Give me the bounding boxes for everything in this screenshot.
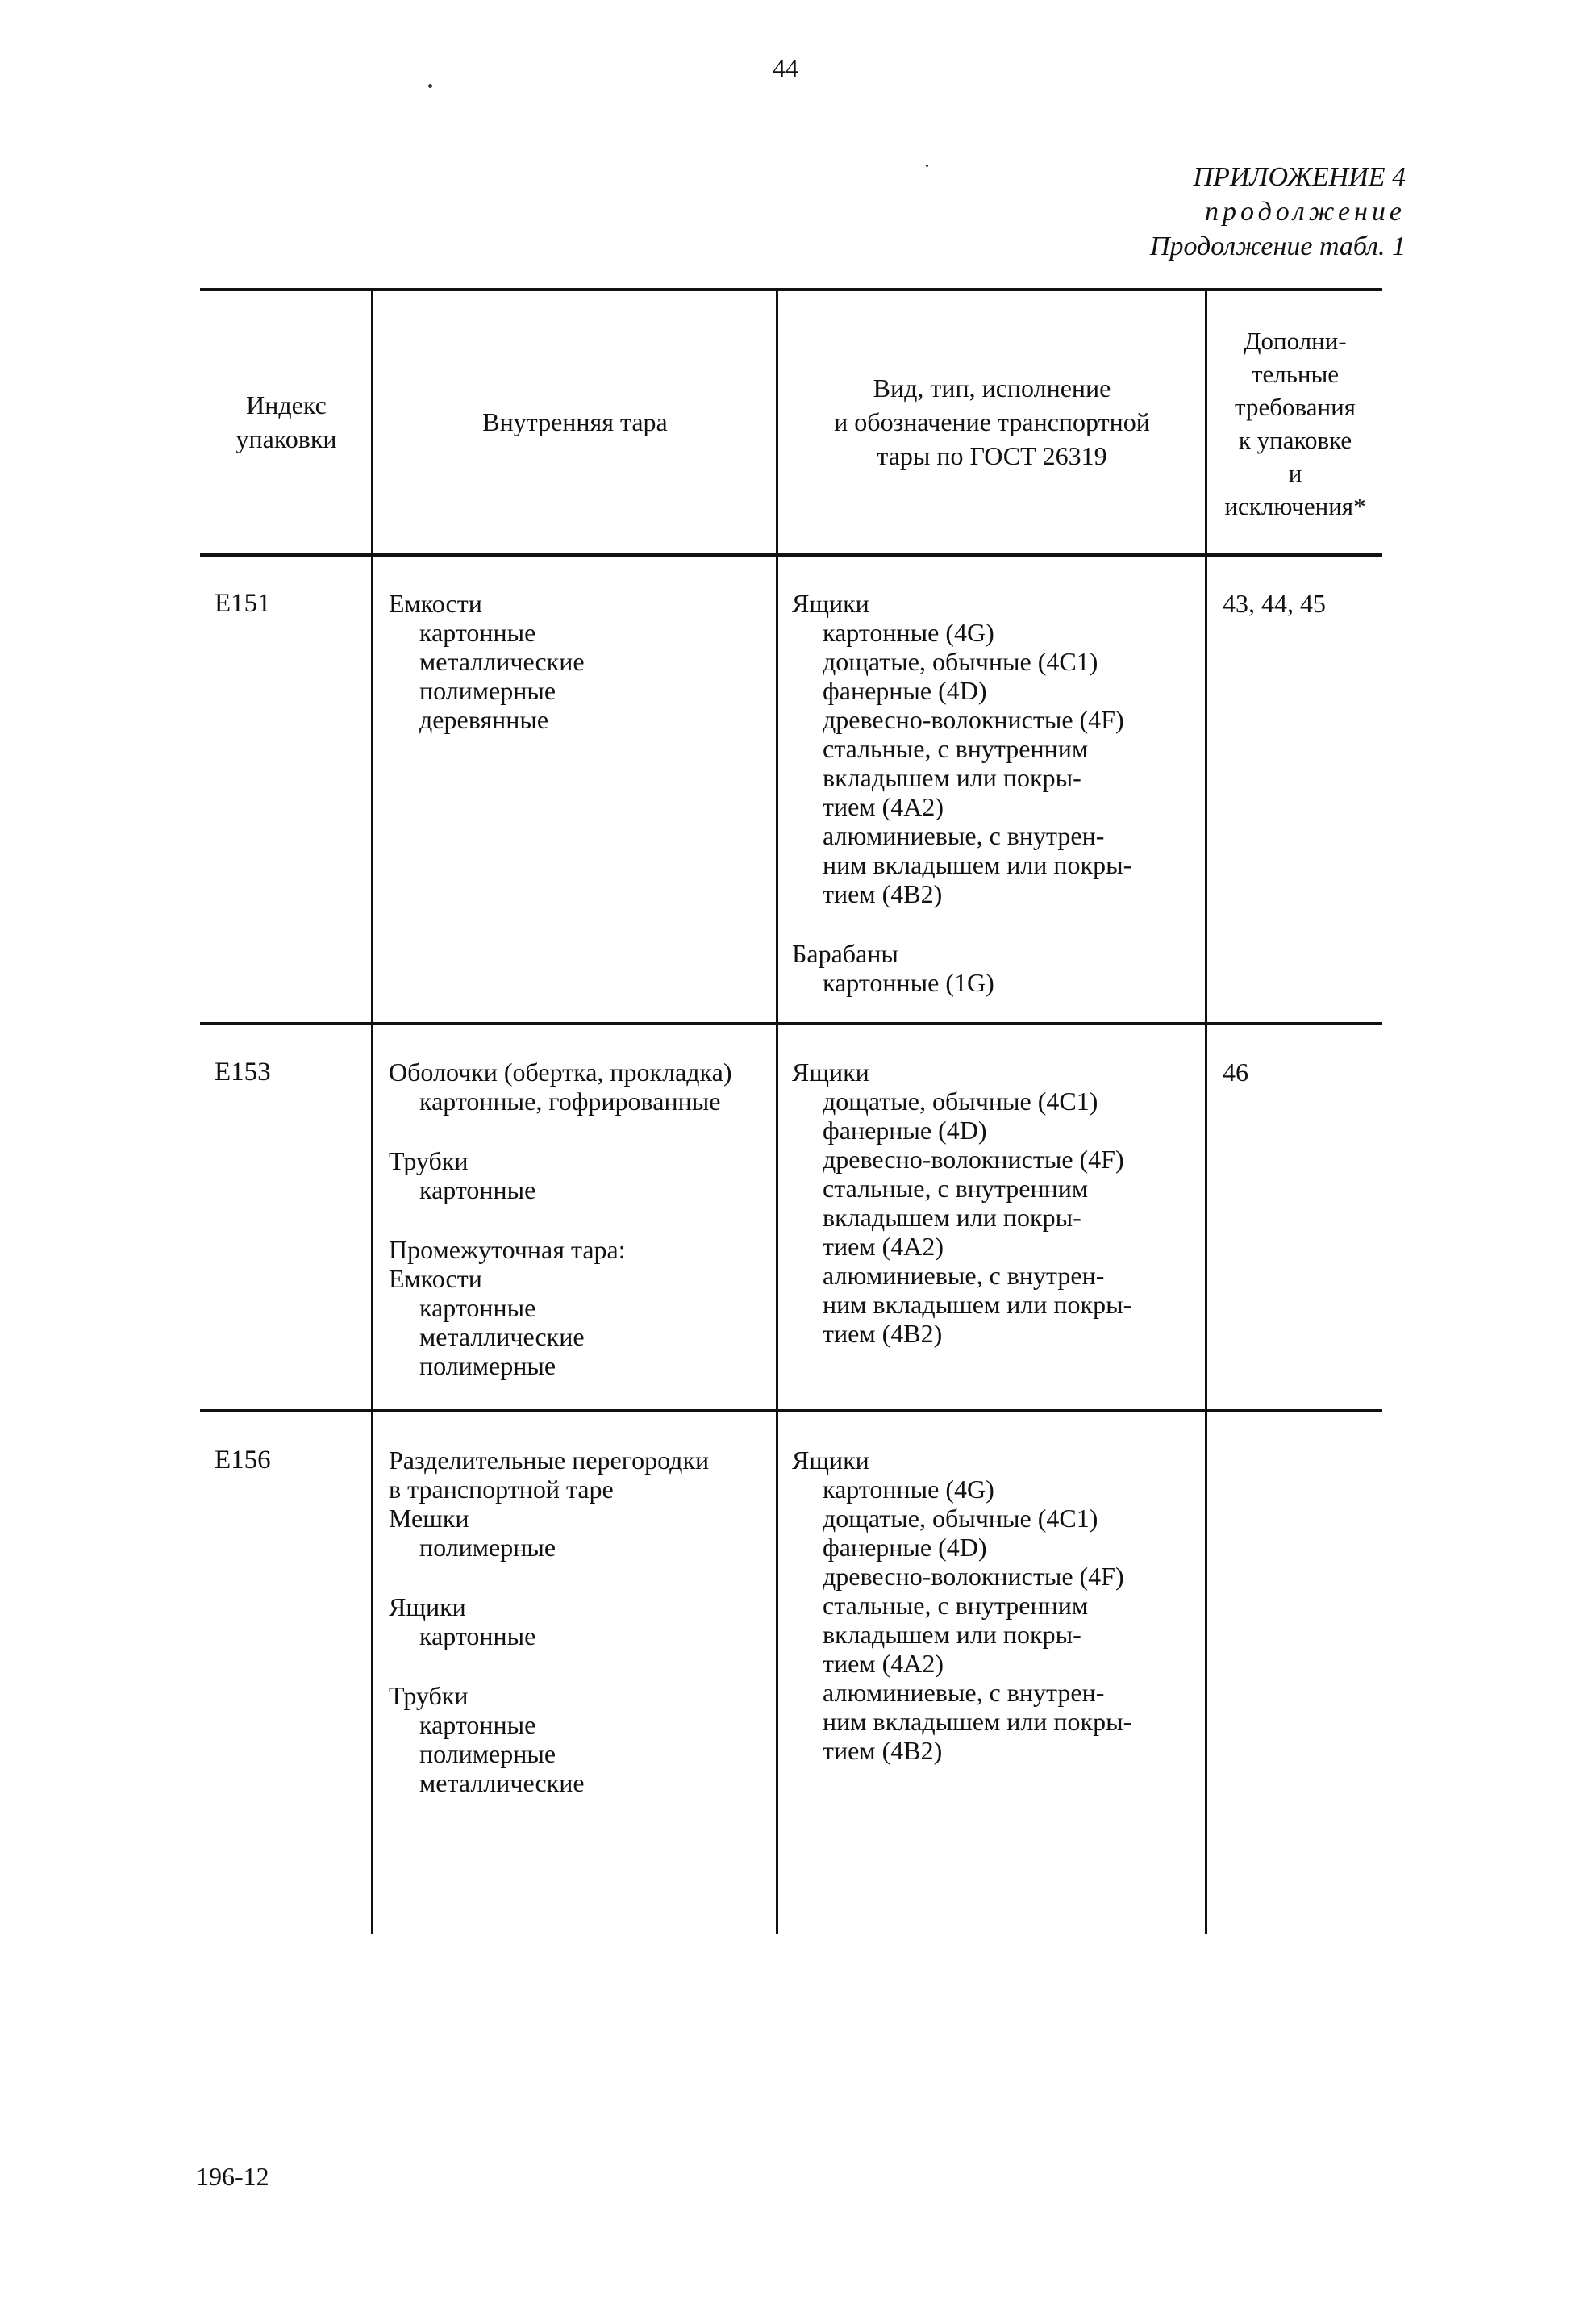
item-line: Ящики (792, 1446, 869, 1475)
appendix-continuation: продолжение (1205, 197, 1406, 227)
line-gap (389, 1116, 731, 1146)
line-gap (792, 908, 1131, 939)
item-line: Трубки (389, 1681, 469, 1710)
sub-item-line: ним вкладышем или покры- (823, 1707, 1132, 1736)
sub-item-line: фанерные (4D) (823, 1116, 987, 1145)
header-text-line: исключения* (1224, 492, 1366, 520)
sub-item-line: фанерные (4D) (823, 676, 987, 705)
additional-requirements-cell: 43, 44, 45 (1223, 589, 1326, 618)
appendix-heading (1150, 160, 1406, 264)
sub-item-line: древесно-волокнистые (4F) (823, 1145, 1124, 1174)
document-code: 196-12 (196, 2162, 269, 2191)
sub-item-line: картонные (419, 1175, 536, 1204)
sub-item-line: картонные (4G) (823, 618, 994, 647)
header-text-line: Дополни- (1244, 327, 1347, 355)
sub-item-line: полимерные (419, 1533, 556, 1562)
header-text-line: к упаковке (1238, 426, 1352, 454)
item-line: Ящики (792, 1058, 869, 1087)
header-transport-packaging (779, 292, 1205, 552)
item-line: Барабаны (792, 939, 898, 968)
sub-item-line: полимерные (419, 1739, 556, 1768)
sub-item-line: алюминиевые, с внутрен- (823, 821, 1105, 850)
sub-item-line: металлические (419, 1322, 585, 1351)
header-additional-requirements (1208, 300, 1382, 547)
column-divider (1205, 289, 1207, 1934)
sub-item-line: картонные (4G) (823, 1475, 994, 1504)
column-divider (776, 289, 778, 1934)
sub-item-line: дощатые, обычные (4С1) (823, 1087, 1098, 1116)
sub-item-line: алюминиевые, с внутрен- (823, 1678, 1105, 1707)
header-text-line: тары по ГОСТ 26319 (877, 441, 1107, 470)
sub-item-line: металлические (419, 1768, 585, 1797)
sub-item-line: стальные, с внутренним (823, 734, 1089, 763)
item-line: Трубки (389, 1146, 469, 1175)
sub-item-line: полимерные (419, 1351, 556, 1380)
sub-item-line: тием (4В2) (823, 1736, 943, 1765)
sub-item-line: ним вкладышем или покры- (823, 850, 1132, 879)
sub-item-line: полимерные (419, 676, 556, 705)
sub-item-line: деревянные (419, 705, 549, 734)
line-gap (389, 1650, 709, 1681)
appendix-title: ПРИЛОЖЕНИЕ 4 (1193, 162, 1406, 192)
header-index (202, 292, 371, 552)
sub-item-line: вкладышем или покры- (823, 1620, 1081, 1649)
sub-item-line: стальные, с внутренним (823, 1174, 1089, 1203)
transport-packaging-cell (792, 1446, 1131, 1765)
item-line: Оболочки (обертка, прокладка) (389, 1058, 732, 1087)
header-text-line: Внутренняя тара (482, 407, 668, 436)
item-line: Ящики (389, 1592, 466, 1621)
scan-speck (926, 165, 928, 167)
sub-item-line: картонные (419, 1293, 536, 1322)
sub-item-line: картонные, гофрированные (419, 1087, 721, 1116)
inner-packaging-cell (389, 1446, 709, 1797)
item-line: Емкости (389, 589, 482, 618)
header-text-line: Вид, тип, исполнение (873, 373, 1111, 403)
line-gap (389, 1204, 731, 1235)
header-text-line: упаковки (235, 424, 337, 453)
scan-speck (428, 84, 432, 88)
table-continuation: Продолжение табл. 1 (1149, 232, 1406, 261)
sub-item-line: тием (4В2) (823, 1319, 943, 1348)
sub-item-line: картонные (1G) (823, 968, 994, 997)
item-line: в транспортной таре (389, 1475, 614, 1504)
additional-requirements-cell: 46 (1223, 1058, 1248, 1087)
sub-item-line: тием (4В2) (823, 879, 943, 908)
item-line: Емкости (389, 1264, 482, 1293)
header-text-line: Индекс (246, 390, 327, 419)
packaging-index: Е156 (215, 1446, 271, 1475)
sub-item-line: картонные (419, 1621, 536, 1650)
sub-item-line: металлические (419, 647, 585, 676)
sub-item-line: вкладышем или покры- (823, 763, 1081, 792)
item-line: Мешки (389, 1504, 469, 1533)
sub-item-line: ним вкладышем или покры- (823, 1290, 1132, 1319)
packaging-index: Е151 (215, 589, 271, 618)
page-number: 44 (773, 53, 798, 82)
header-inner-packaging (374, 292, 776, 552)
transport-packaging-cell (792, 1058, 1131, 1348)
header-text-line: требования (1235, 393, 1356, 421)
packaging-index: Е153 (215, 1058, 271, 1087)
item-line: Ящики (792, 589, 869, 618)
sub-item-line: картонные (419, 618, 536, 647)
sub-item-line: дощатые, обычные (4С1) (823, 1504, 1098, 1533)
sub-item-line: древесно-волокнистые (4F) (823, 1562, 1124, 1591)
sub-item-line: тием (4А2) (823, 792, 944, 821)
header-text-line: и обозначение транспортной (834, 407, 1150, 436)
item-line: Разделительные перегородки (389, 1446, 710, 1475)
sub-item-line: древесно-волокнистые (4F) (823, 705, 1124, 734)
inner-packaging-cell (389, 1058, 731, 1380)
line-gap (389, 1562, 709, 1592)
item-line: Промежуточная тара: (389, 1235, 626, 1264)
sub-item-line: стальные, с внутренним (823, 1591, 1089, 1620)
transport-packaging-cell (792, 589, 1131, 997)
inner-packaging-cell (389, 589, 585, 734)
header-text-line: тельные (1251, 360, 1340, 388)
sub-item-line: тием (4А2) (823, 1232, 944, 1261)
sub-item-line: дощатые, обычные (4С1) (823, 647, 1098, 676)
sub-item-line: вкладышем или покры- (823, 1203, 1081, 1232)
sub-item-line: тием (4А2) (823, 1649, 944, 1678)
sub-item-line: фанерные (4D) (823, 1533, 987, 1562)
sub-item-line: алюминиевые, с внутрен- (823, 1261, 1105, 1290)
header-text-line: и (1288, 459, 1302, 487)
sub-item-line: картонные (419, 1710, 536, 1739)
column-divider (371, 289, 373, 1934)
